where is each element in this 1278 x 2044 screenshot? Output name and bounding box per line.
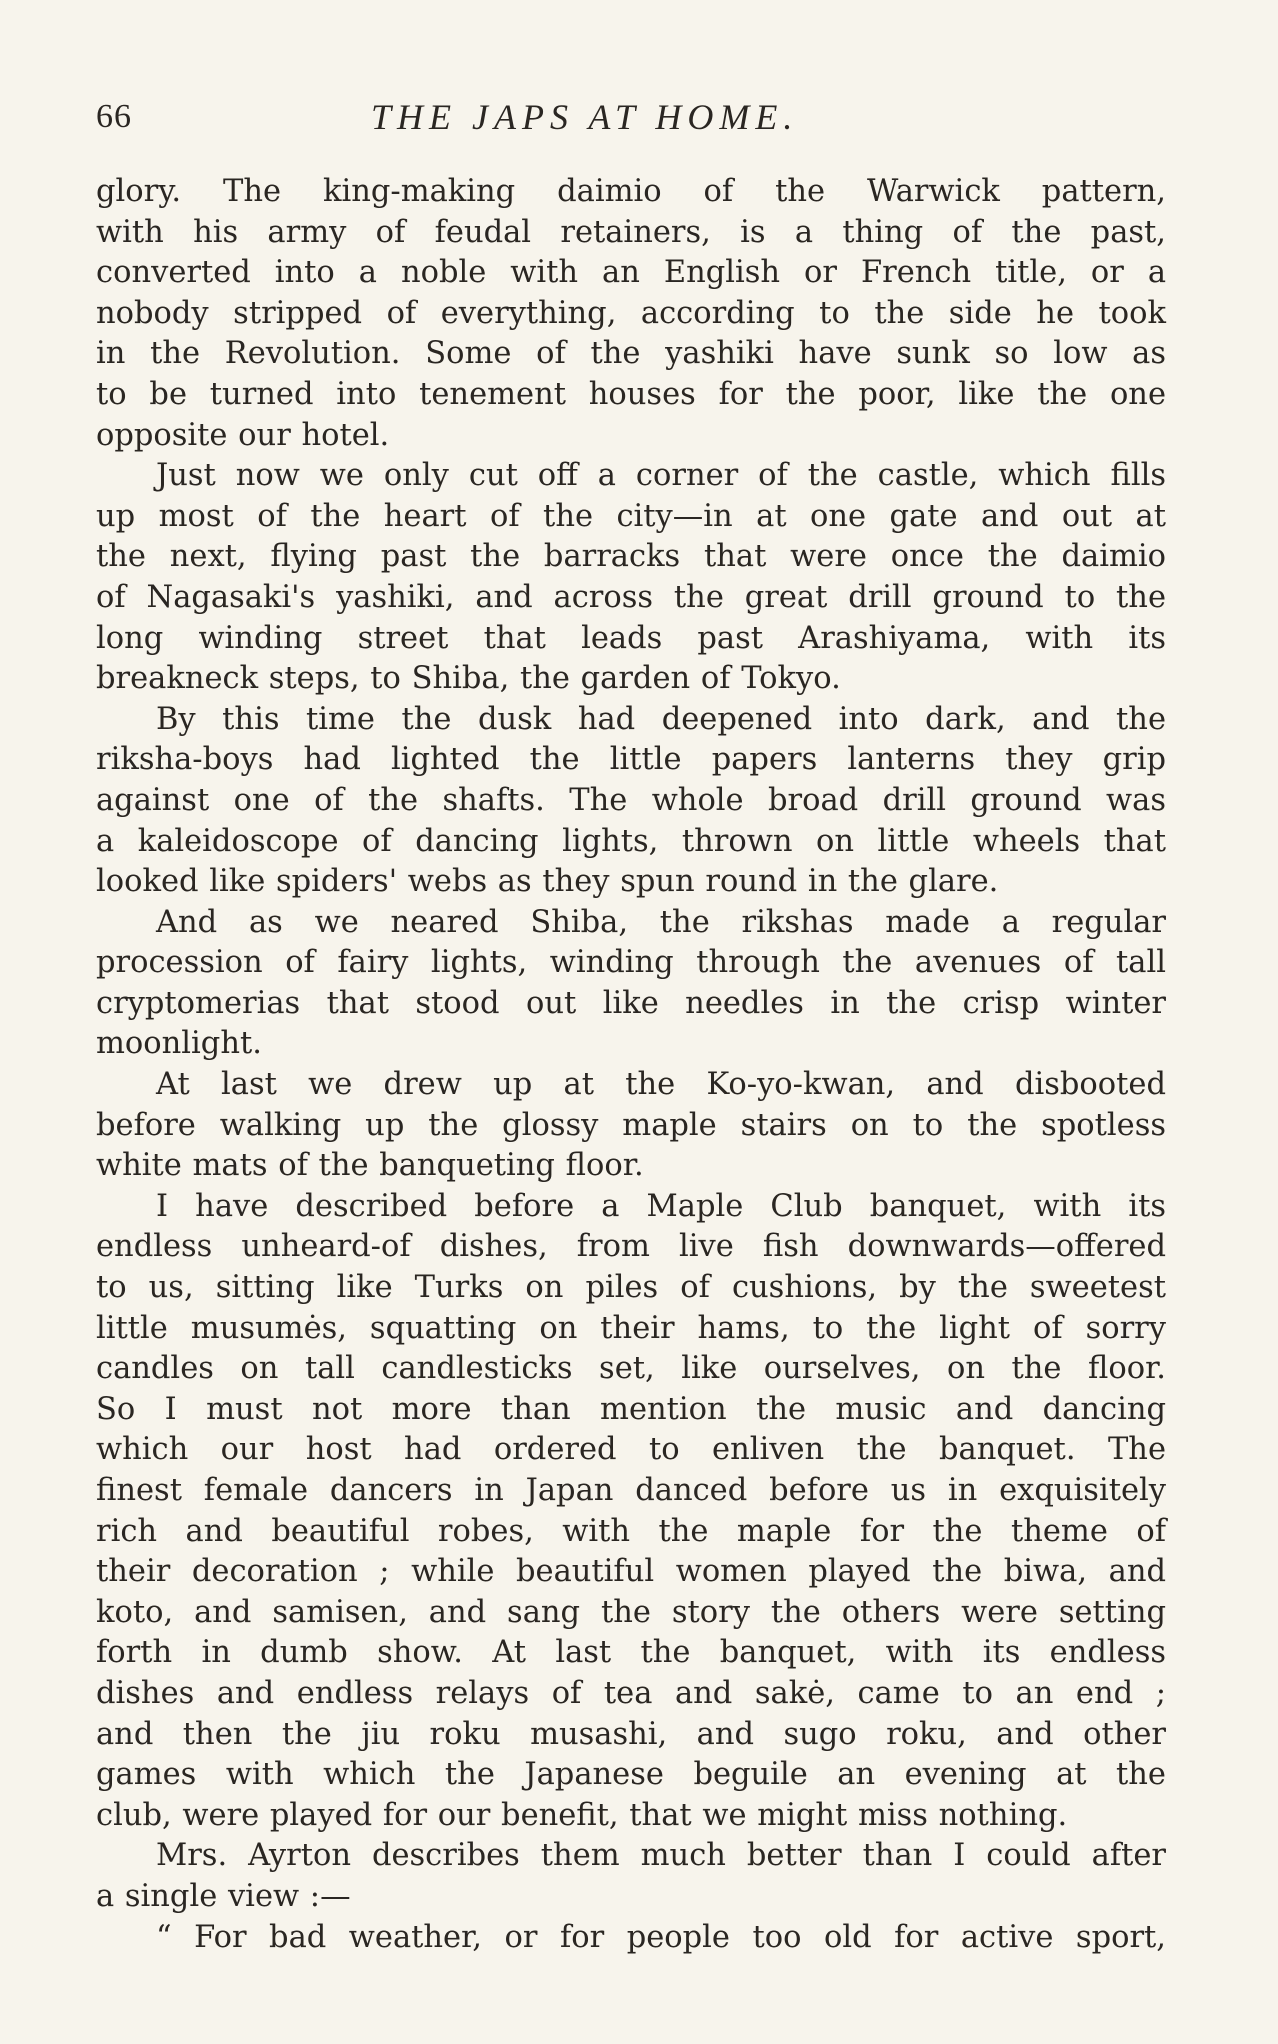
text-line: a single view :— (96, 1878, 351, 1914)
text-line: white mats of the banqueting floor. (96, 1148, 644, 1184)
text-line: forth in dumb show. At last the banquet, with its endless (96, 1635, 1166, 1671)
text-line: glory. The king-making daimio of the Warwick pattern, (96, 174, 1166, 209)
text-line: little musumės, squatting on their hams, to the light of sorry (96, 1310, 1166, 1346)
text-line: opposite our hotel. (96, 417, 390, 453)
page-number: 66 (96, 98, 132, 135)
text-line: looked like spiders' webs as they spun round in the glare. (96, 864, 999, 900)
text-line: “ For bad weather, or for people too old for active sport, (156, 1919, 1166, 1955)
text-line: endless unheard-of dishes, from live fish downwards—offered (96, 1229, 1166, 1265)
text-line: I have described before a Maple Club banquet, with its (156, 1188, 1166, 1224)
text-line: procession of fairy lights, winding through the avenues of tall (96, 945, 1166, 981)
text-line: of Nagasaki's yashiki, and across the great drill ground to the (96, 579, 1166, 615)
text-line: which our host had ordered to enliven the banquet. The (96, 1432, 1166, 1468)
text-line: and then the jiu roku musashi, and sugo roku, and other (96, 1716, 1166, 1752)
text-line: club, were played for our benefit, that we might miss nothing. (96, 1797, 1068, 1833)
text-line: games with which the Japanese beguile an evening at the (96, 1757, 1166, 1793)
body-text (96, 172, 1166, 1958)
running-header (96, 92, 1174, 142)
text-line: up most of the heart of the city—in at one gate and out at (96, 498, 1166, 534)
text-line: koto, and samisen, and sang the story the others were setting (96, 1594, 1166, 1630)
text-line: By this time the dusk had deepened into dark, and the (156, 701, 1166, 737)
text-line: riksha-boys had lighted the little papers lanterns they grip (96, 742, 1166, 778)
text-line: the next, flying past the barracks that were once the daimio (96, 539, 1166, 575)
text-line: And as we neared Shiba, the rikshas made a regular (156, 904, 1166, 940)
text-line: their decoration ; while beautiful women played the biwa, and (96, 1554, 1166, 1590)
text-line: cryptomerias that stood out like needles in the crisp winter (96, 985, 1166, 1021)
text-line: rich and beautiful robes, with the maple for the theme of (96, 1513, 1166, 1549)
text-line: At last we drew up at the Ko-yo-kwan, and disbooted (156, 1067, 1166, 1103)
text-line: in the Revolution. Some of the yashiki have sunk so low as (96, 336, 1166, 372)
text-line: to be turned into tenement houses for the poor, like the one (96, 376, 1166, 412)
text-line: a kaleidoscope of dancing lights, thrown on little wheels that (96, 823, 1166, 859)
text-line: moonlight. (96, 1026, 262, 1062)
text-line: So I must not more than mention the music and dancing (96, 1391, 1166, 1427)
text-line: converted into a noble with an English or French title, or a (96, 255, 1166, 291)
text-line: with his army of feudal retainers, is a thing of the past, (96, 214, 1166, 250)
running-title: THE JAPS AT HOME. (371, 97, 799, 137)
text-line: finest female dancers in Japan danced before us in exquisitely (96, 1473, 1166, 1508)
text-line: breakneck steps, to Shiba, the garden of Tokyo. (96, 661, 841, 697)
text-line: Just now we only cut off a corner of the castle, which fills (156, 458, 1166, 494)
text-line: Mrs. Ayrton describes them much better than I could after (156, 1838, 1166, 1874)
text-line: long winding street that leads past Arashiyama, with its (96, 620, 1166, 656)
text-line: to us, sitting like Turks on piles of cushions, by the sweetest (96, 1270, 1166, 1306)
text-line: nobody stripped of everything, according to the side he took (96, 295, 1166, 331)
text-line: candles on tall candlesticks set, like ourselves, on the floor. (96, 1351, 1166, 1387)
text-line: against one of the shafts. The whole broad drill ground was (96, 782, 1166, 818)
text-line: before walking up the glossy maple stairs on to the spotless (96, 1107, 1166, 1143)
text-line: dishes and endless relays of tea and sakė, came to an end ; (96, 1675, 1166, 1711)
